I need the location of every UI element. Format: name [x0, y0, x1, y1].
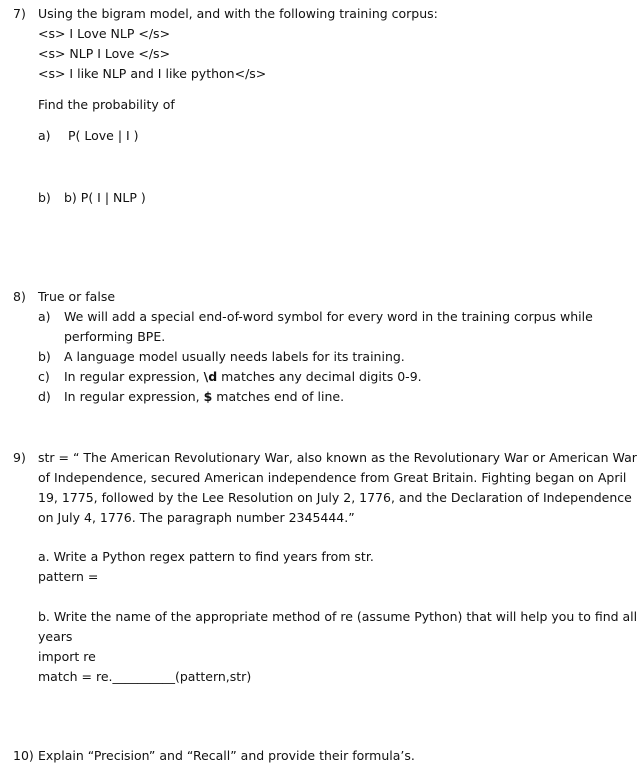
q9-b-import: import re [38, 649, 96, 664]
q9-a-pattern: pattern = [38, 569, 99, 584]
q8-item-c-text: In regular expression, \d matches any decimal digits 0-9. [64, 369, 422, 384]
q7-find-label: Find the probability of [38, 97, 175, 112]
q7-prompt: Using the bigram model, and with the following training corpus: [38, 6, 438, 21]
q7-a-text: P( Love | I ) [68, 128, 139, 143]
q9-a-text: a. Write a Python regex pattern to find years from str. [38, 549, 374, 564]
q8-item-d-label: d) [38, 389, 51, 404]
q8-item-d-text: In regular expression, $ matches end of line. [64, 389, 345, 404]
q8-number: 8) [13, 289, 26, 304]
q7-b-text: b) P( I | NLP ) [64, 190, 146, 205]
q7-a-label: a) [38, 128, 51, 143]
q7-corpus-line-2: <s> NLP I Love </s> [38, 46, 171, 61]
q9-line-2: of Independence, secured American independence from Great Britain. Fighting began on April [38, 470, 627, 485]
q9-number: 9) [13, 450, 26, 465]
q7-corpus-line-1: <s> I Love NLP </s> [38, 26, 171, 41]
q9-line-3: 19, 1775, followed by the Lee Resolution on July 2, 1776, and the Declaration of Independence [38, 490, 632, 505]
q9-b-match: match = re.__________(pattern,str) [38, 669, 252, 684]
q8-item-b-label: b) [38, 349, 51, 364]
q7-corpus-line-3: <s> I like NLP and I like python</s> [38, 66, 267, 81]
q8-item-c-label: c) [38, 369, 50, 384]
q9-line-4: on July 4, 1776. The paragraph number 2345444.” [38, 510, 355, 525]
q7-b-label: b) [38, 190, 51, 205]
q10-number: 10) [13, 748, 34, 763]
q10-text: Explain “Precision” and “Recall” and provide their formula’s. [38, 748, 415, 763]
answer-blank: __________ [112, 669, 175, 684]
q8-item-a-text: We will add a special end-of-word symbol for every word in the training corpus while [64, 309, 593, 324]
q8-item-a-text-cont: performing BPE. [64, 329, 166, 344]
q9-b-text: b. Write the name of the appropriate method of re (assume Python) that will help you to find all [38, 609, 638, 624]
regex-digit-token: \d [203, 369, 218, 384]
q9-line-1: str = “ The American Revolutionary War, also known as the Revolutionary War or American War [38, 450, 637, 465]
q8-prompt: True or false [38, 289, 116, 304]
q9-b-text-cont: years [38, 629, 73, 644]
q8-item-a-label: a) [38, 309, 51, 324]
regex-end-token: $ [203, 389, 213, 404]
q7-number: 7) [13, 6, 26, 21]
q8-item-b-text: A language model usually needs labels for its training. [64, 349, 405, 364]
